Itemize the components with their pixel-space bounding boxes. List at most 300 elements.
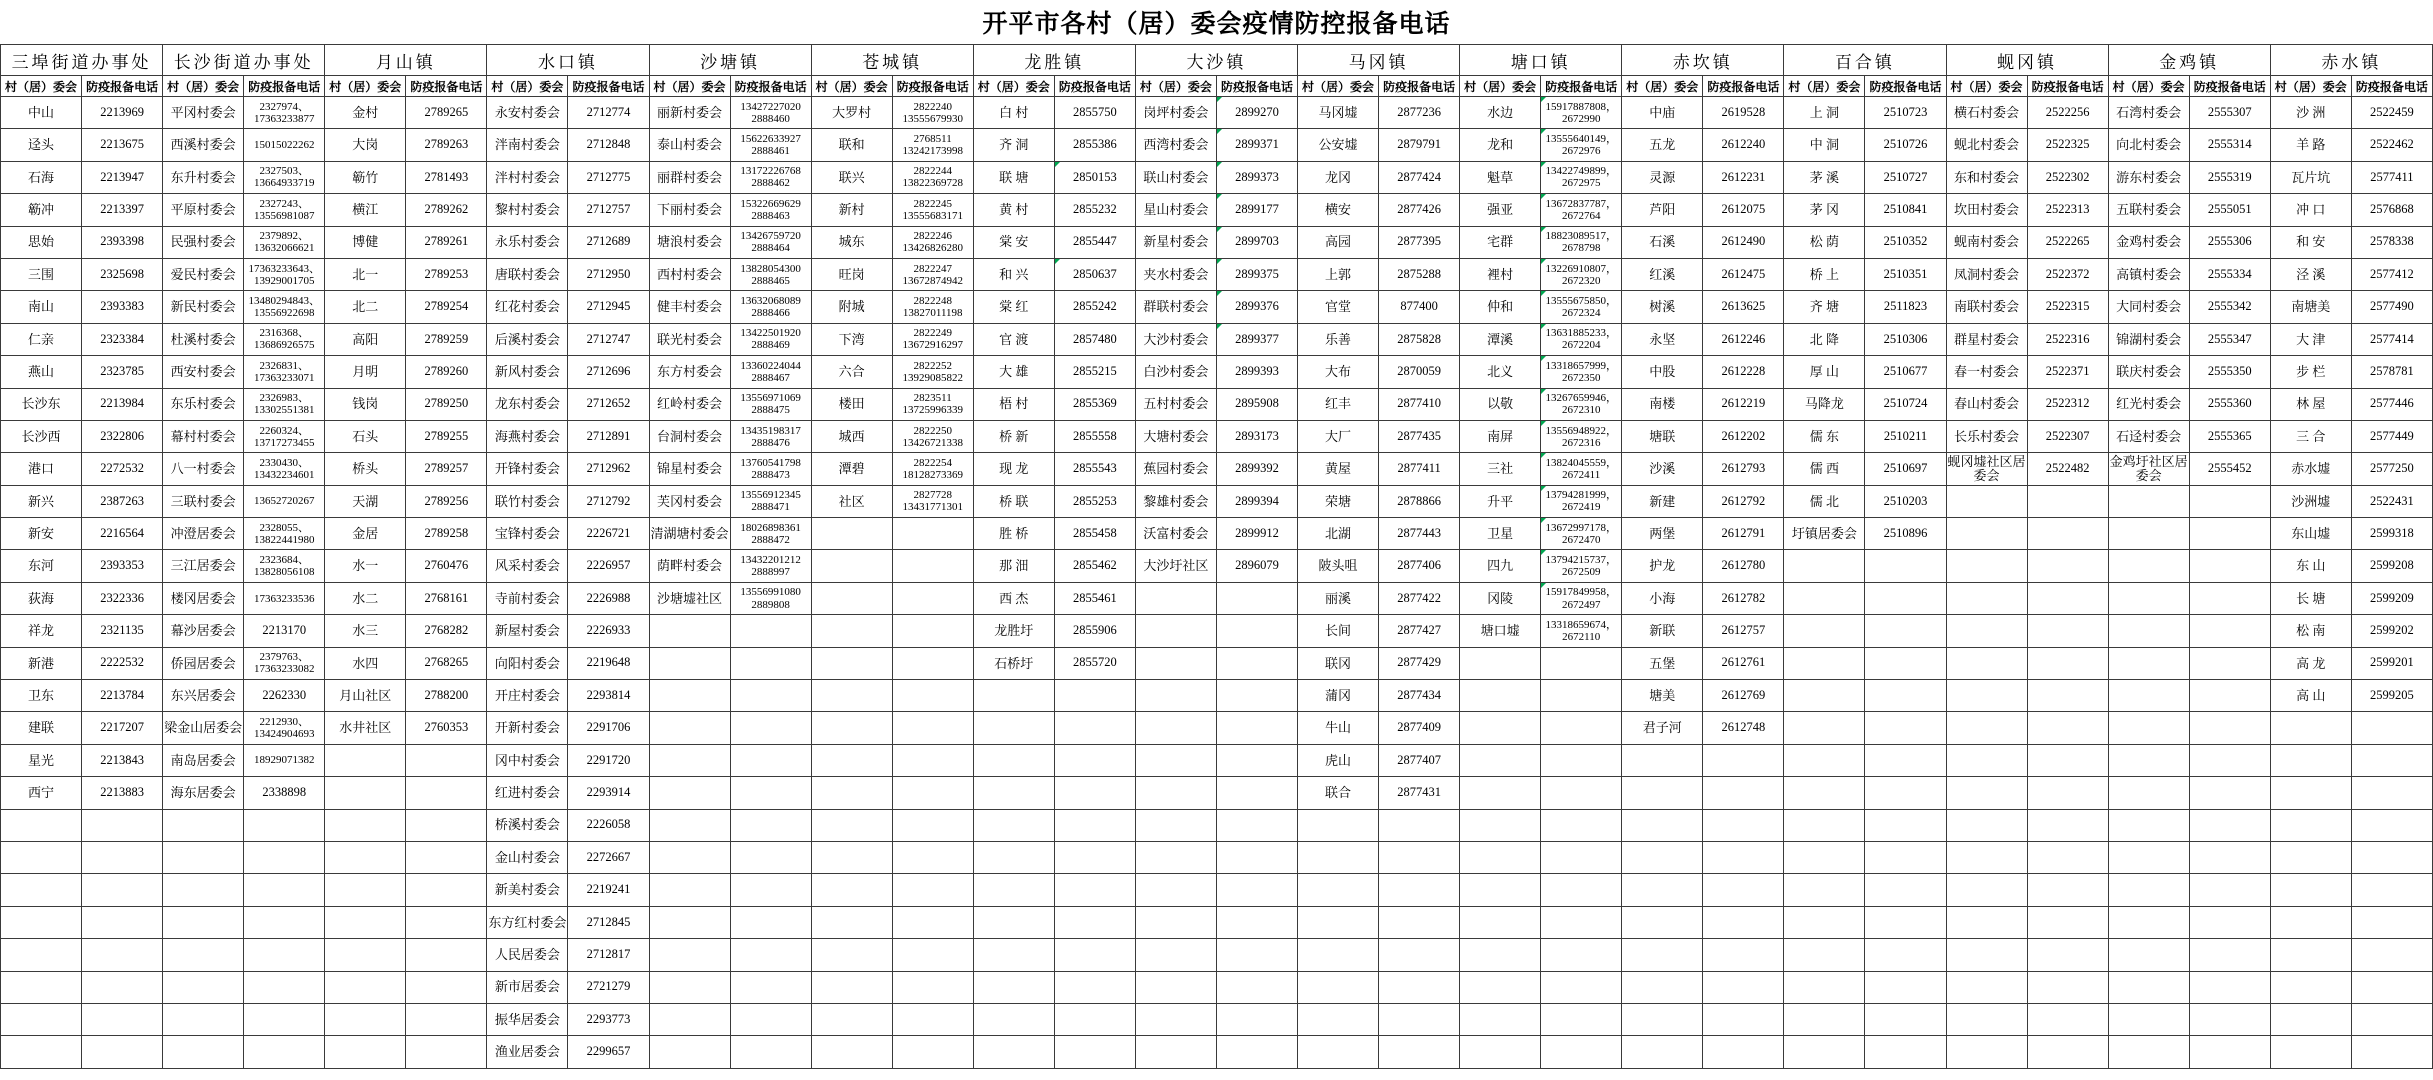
- phone-cell: [2189, 680, 2270, 712]
- village-cell: [973, 809, 1054, 841]
- village-cell: 东河: [1, 550, 82, 582]
- phone-cell: [892, 874, 973, 906]
- phone-cell: 2855720: [1054, 647, 1135, 679]
- village-cell: 群星村委会: [1946, 323, 2027, 355]
- village-cell: 以敬: [1460, 388, 1541, 420]
- phone-cell: 2555319: [2189, 161, 2270, 193]
- phone-cell: 2712792: [568, 485, 649, 517]
- town-header-1: 长沙街道办事处: [163, 45, 325, 76]
- phone-cell: 2522312: [2027, 388, 2108, 420]
- sub-header-phone: 防疫报备电话: [2351, 76, 2432, 97]
- phone-cell: [1216, 841, 1297, 873]
- phone-cell: 2213883: [82, 777, 163, 809]
- phone-cell: [82, 841, 163, 873]
- table-row: [1, 1036, 2433, 1068]
- phone-cell: 13672997178，2672470: [1541, 518, 1622, 550]
- phone-cell: 2522462: [2351, 129, 2432, 161]
- phone-cell: 2321135: [82, 615, 163, 647]
- phone-cell: 2226988: [568, 582, 649, 614]
- phone-cell: 2789256: [406, 485, 487, 517]
- village-cell: [1784, 777, 1865, 809]
- phone-cell: 2612490: [1703, 226, 1784, 258]
- phone-cell: [1865, 582, 1946, 614]
- village-cell: 东山墟: [2270, 518, 2351, 550]
- phone-cell: 2330430、13432234601: [244, 453, 325, 485]
- village-cell: [811, 809, 892, 841]
- village-cell: [811, 744, 892, 776]
- village-cell: 中 洞: [1784, 129, 1865, 161]
- phone-cell: [1054, 1036, 1135, 1068]
- phone-cell: [892, 939, 973, 971]
- village-cell: 泰山村委会: [649, 129, 730, 161]
- phone-cell: [2351, 906, 2432, 938]
- village-cell: 振华居委会: [487, 1003, 568, 1035]
- phone-cell: 2896079: [1216, 550, 1297, 582]
- village-cell: 新市居委会: [487, 971, 568, 1003]
- phone-cell: [1216, 1003, 1297, 1035]
- phone-cell: [2189, 939, 2270, 971]
- phone-cell: 15015022262: [244, 129, 325, 161]
- table-row: [1, 874, 2433, 906]
- phone-cell: 2712696: [568, 356, 649, 388]
- village-cell: [1784, 906, 1865, 938]
- sub-header-name: 村（居）委会: [1, 76, 82, 97]
- phone-cell: 13226910807，2672320: [1541, 258, 1622, 290]
- phone-cell: [1216, 809, 1297, 841]
- sub-header-phone: 防疫报备电话: [568, 76, 649, 97]
- phone-cell: 13555640149，2672976: [1541, 129, 1622, 161]
- phone-cell: 2760353: [406, 712, 487, 744]
- phone-cell: [1541, 971, 1622, 1003]
- village-cell: 联合: [1298, 777, 1379, 809]
- phone-cell: 2895908: [1216, 388, 1297, 420]
- village-cell: [1, 971, 82, 1003]
- phone-cell: 2510352: [1865, 226, 1946, 258]
- village-cell: 西村村委会: [649, 258, 730, 290]
- village-cell: [325, 777, 406, 809]
- phone-cell: 2612219: [1703, 388, 1784, 420]
- village-cell: 东方村委会: [649, 356, 730, 388]
- phone-cell: [1379, 906, 1460, 938]
- village-cell: 大同村委会: [2108, 291, 2189, 323]
- village-cell: 锦星村委会: [649, 453, 730, 485]
- village-cell: [2108, 906, 2189, 938]
- phone-cell: [1865, 550, 1946, 582]
- phone-cell: 2577446: [2351, 388, 2432, 420]
- phone-cell: [892, 615, 973, 647]
- phone-cell: 2850153: [1054, 161, 1135, 193]
- phone-cell: 2226957: [568, 550, 649, 582]
- phone-cell: [1216, 777, 1297, 809]
- phone-cell: 2789263: [406, 129, 487, 161]
- village-cell: [2108, 1003, 2189, 1035]
- village-cell: [1460, 939, 1541, 971]
- phone-cell: 2510677: [1865, 356, 1946, 388]
- village-cell: 赤水墟: [2270, 453, 2351, 485]
- village-cell: [1460, 906, 1541, 938]
- phone-cell: [2027, 777, 2108, 809]
- phone-cell: [2027, 1036, 2108, 1068]
- village-cell: 幕沙居委会: [163, 615, 244, 647]
- village-cell: [1135, 874, 1216, 906]
- village-cell: 向阳村委会: [487, 647, 568, 679]
- sub-header-name: 村（居）委会: [973, 76, 1054, 97]
- phone-cell: 13556948922，2672316: [1541, 420, 1622, 452]
- sub-header-name: 村（居）委会: [2270, 76, 2351, 97]
- village-cell: 儒 东: [1784, 420, 1865, 452]
- phone-cell: 2522302: [2027, 161, 2108, 193]
- town-header-8: 马冈镇: [1298, 45, 1460, 76]
- phone-cell: [1703, 809, 1784, 841]
- village-cell: [1460, 680, 1541, 712]
- village-cell: [649, 647, 730, 679]
- phone-cell: 2712848: [568, 129, 649, 161]
- village-cell: 松 南: [2270, 615, 2351, 647]
- phone-cell: 2822254 18128273369: [892, 453, 973, 485]
- village-cell: [2270, 939, 2351, 971]
- village-cell: [2108, 518, 2189, 550]
- village-cell: 高阳: [325, 323, 406, 355]
- sub-header-name: 村（居）委会: [1946, 76, 2027, 97]
- village-cell: [1946, 841, 2027, 873]
- table-body: [1, 97, 2433, 1069]
- village-cell: [1135, 971, 1216, 1003]
- phone-cell: 2899393: [1216, 356, 1297, 388]
- village-cell: [1298, 939, 1379, 971]
- phone-cell: [1054, 680, 1135, 712]
- village-cell: [2270, 874, 2351, 906]
- village-cell: [2270, 1003, 2351, 1035]
- village-cell: 南山: [1, 291, 82, 323]
- phone-cell: [406, 744, 487, 776]
- phone-cell: 2213843: [82, 744, 163, 776]
- village-cell: 沙洲墟: [2270, 485, 2351, 517]
- phone-cell: [730, 874, 811, 906]
- phone-cell: [2027, 809, 2108, 841]
- phone-cell: 2612231: [1703, 161, 1784, 193]
- village-cell: 中庙: [1622, 97, 1703, 129]
- village-cell: [1460, 971, 1541, 1003]
- phone-cell: [1703, 1003, 1784, 1035]
- village-cell: 桥 上: [1784, 258, 1865, 290]
- table-row: [1, 647, 2433, 679]
- village-cell: 水井社区: [325, 712, 406, 744]
- village-cell: [1946, 712, 2027, 744]
- phone-cell: 2712945: [568, 291, 649, 323]
- sub-header-name: 村（居）委会: [2108, 76, 2189, 97]
- village-cell: 水四: [325, 647, 406, 679]
- village-cell: 联庆村委会: [2108, 356, 2189, 388]
- village-cell: 白 村: [973, 97, 1054, 129]
- phone-cell: [1865, 680, 1946, 712]
- village-cell: [1135, 1036, 1216, 1068]
- phone-cell: 2899912: [1216, 518, 1297, 550]
- phone-cell: [2189, 841, 2270, 873]
- village-cell: 棠 安: [973, 226, 1054, 258]
- phone-cell: 2291706: [568, 712, 649, 744]
- village-cell: 三社: [1460, 453, 1541, 485]
- village-cell: 新安: [1, 518, 82, 550]
- phone-cell: 2612761: [1703, 647, 1784, 679]
- phone-cell: [244, 841, 325, 873]
- phone-cell: [1865, 971, 1946, 1003]
- village-cell: 港口: [1, 453, 82, 485]
- phone-cell: 2822240 13555679930: [892, 97, 973, 129]
- village-cell: [163, 1036, 244, 1068]
- village-cell: 冲澄居委会: [163, 518, 244, 550]
- village-cell: [2108, 809, 2189, 841]
- village-cell: [1784, 1036, 1865, 1068]
- phone-cell: 2612769: [1703, 680, 1784, 712]
- phone-cell: 2393383: [82, 291, 163, 323]
- village-cell: [1460, 874, 1541, 906]
- phone-cell: 2855215: [1054, 356, 1135, 388]
- village-cell: [1, 939, 82, 971]
- phone-cell: 2712891: [568, 420, 649, 452]
- sub-header-phone: 防疫报备电话: [1216, 76, 1297, 97]
- phone-cell: 2855462: [1054, 550, 1135, 582]
- village-cell: [811, 1003, 892, 1035]
- village-cell: 龙胜圩: [973, 615, 1054, 647]
- table-row: [1, 388, 2433, 420]
- village-cell: 东和村委会: [1946, 161, 2027, 193]
- village-cell: 小海: [1622, 582, 1703, 614]
- village-cell: [973, 841, 1054, 873]
- phone-cell: 2721279: [568, 971, 649, 1003]
- village-cell: 石海: [1, 161, 82, 193]
- phone-cell: 2877411: [1379, 453, 1460, 485]
- phone-cell: 13267659946，2672310: [1541, 388, 1622, 420]
- phone-cell: [892, 647, 973, 679]
- village-cell: 长沙西: [1, 420, 82, 452]
- phone-cell: 2789258: [406, 518, 487, 550]
- village-cell: [1946, 744, 2027, 776]
- phone-cell: [730, 906, 811, 938]
- village-cell: 星光: [1, 744, 82, 776]
- village-cell: 联兴: [811, 161, 892, 193]
- phone-cell: 2217207: [82, 712, 163, 744]
- phone-cell: 2293773: [568, 1003, 649, 1035]
- phone-cell: 2877406: [1379, 550, 1460, 582]
- village-cell: 楼冈居委会: [163, 582, 244, 614]
- phone-cell: 2226721: [568, 518, 649, 550]
- village-cell: 红光村委会: [2108, 388, 2189, 420]
- sub-header-row: [1, 76, 2433, 97]
- phone-cell: 2577250: [2351, 453, 2432, 485]
- phone-cell: 2827728 13431771301: [892, 485, 973, 517]
- sub-header-phone: 防疫报备电话: [82, 76, 163, 97]
- sub-header-phone: 防疫报备电话: [244, 76, 325, 97]
- phone-cell: 2877422: [1379, 582, 1460, 614]
- village-cell: 护龙: [1622, 550, 1703, 582]
- village-cell: [1, 1036, 82, 1068]
- village-cell: 塘口墟: [1460, 615, 1541, 647]
- town-header-6: 龙胜镇: [973, 45, 1135, 76]
- phone-cell: 15917887808，2672990: [1541, 97, 1622, 129]
- phone-cell: 2387263: [82, 485, 163, 517]
- village-cell: 大沙村委会: [1135, 323, 1216, 355]
- village-cell: 五堡: [1622, 647, 1703, 679]
- phone-cell: [1541, 939, 1622, 971]
- phone-cell: 2293814: [568, 680, 649, 712]
- sub-header-phone: 防疫报备电话: [406, 76, 487, 97]
- phone-cell: 2510724: [1865, 388, 1946, 420]
- phone-cell: [1703, 939, 1784, 971]
- phone-cell: 2878866: [1379, 485, 1460, 517]
- phone-cell: [892, 550, 973, 582]
- village-cell: [649, 712, 730, 744]
- village-cell: 龙冈: [1298, 161, 1379, 193]
- phone-cell: 2899376: [1216, 291, 1297, 323]
- village-cell: [973, 777, 1054, 809]
- village-cell: [1784, 1003, 1865, 1035]
- phone-cell: 2522265: [2027, 226, 2108, 258]
- village-cell: 魁草: [1460, 161, 1541, 193]
- village-cell: 金居: [325, 518, 406, 550]
- town-header-9: 塘口镇: [1460, 45, 1622, 76]
- village-cell: [1298, 874, 1379, 906]
- phone-cell: 2272532: [82, 453, 163, 485]
- phone-cell: 2879791: [1379, 129, 1460, 161]
- village-cell: 海燕村委会: [487, 420, 568, 452]
- village-cell: 钱岗: [325, 388, 406, 420]
- village-cell: [1946, 615, 2027, 647]
- phone-cell: 2855369: [1054, 388, 1135, 420]
- village-cell: 高园: [1298, 226, 1379, 258]
- village-cell: 水二: [325, 582, 406, 614]
- phone-cell: 2219648: [568, 647, 649, 679]
- village-cell: [1460, 1003, 1541, 1035]
- phone-cell: 2893173: [1216, 420, 1297, 452]
- phone-cell: 2899375: [1216, 258, 1297, 290]
- phone-cell: [1703, 906, 1784, 938]
- sub-header-name: 村（居）委会: [649, 76, 730, 97]
- village-cell: 唐联村委会: [487, 258, 568, 290]
- sub-header-phone: 防疫报备电话: [1541, 76, 1622, 97]
- phone-cell: 2619528: [1703, 97, 1784, 129]
- phone-cell: 2213947: [82, 161, 163, 193]
- phone-cell: 2823511 13725996339: [892, 388, 973, 420]
- phone-cell: 2612075: [1703, 194, 1784, 226]
- phone-cell: 2877435: [1379, 420, 1460, 452]
- village-cell: 东方红村委会: [487, 906, 568, 938]
- phone-cell: 2850637: [1054, 258, 1135, 290]
- phone-cell: [892, 582, 973, 614]
- phone-cell: 2612228: [1703, 356, 1784, 388]
- phone-cell: 2875828: [1379, 323, 1460, 355]
- village-cell: [1298, 1003, 1379, 1035]
- phone-cell: 17363233643、13929001705: [244, 258, 325, 290]
- village-cell: 开新村委会: [487, 712, 568, 744]
- phone-cell: 2612792: [1703, 485, 1784, 517]
- village-cell: 龙东村委会: [487, 388, 568, 420]
- phone-cell: [2351, 939, 2432, 971]
- phone-cell: 2213784: [82, 680, 163, 712]
- village-cell: 羊 路: [2270, 129, 2351, 161]
- phone-cell: 2338898: [244, 777, 325, 809]
- village-cell: 西安村委会: [163, 356, 244, 388]
- village-cell: 红岭村委会: [649, 388, 730, 420]
- phone-cell: 2326831、17363233071: [244, 356, 325, 388]
- village-cell: 游东村委会: [2108, 161, 2189, 193]
- phone-cell: 2789265: [406, 97, 487, 129]
- village-cell: [1622, 906, 1703, 938]
- village-cell: 清湖塘村委会: [649, 518, 730, 550]
- phone-cell: 13556912345 2888471: [730, 485, 811, 517]
- phone-cell: 2510723: [1865, 97, 1946, 129]
- phone-cell: [2189, 971, 2270, 1003]
- phone-cell: 2522307: [2027, 420, 2108, 452]
- phone-cell: 2855543: [1054, 453, 1135, 485]
- phone-cell: [1379, 841, 1460, 873]
- village-cell: 和 安: [2270, 226, 2351, 258]
- phone-cell: [406, 1036, 487, 1068]
- village-cell: [2108, 874, 2189, 906]
- phone-cell: 2822248 13827011198: [892, 291, 973, 323]
- village-cell: [649, 841, 730, 873]
- phone-cell: [1703, 777, 1784, 809]
- phone-cell: [2189, 647, 2270, 679]
- village-cell: 锦湖村委会: [2108, 323, 2189, 355]
- table-row: [1, 323, 2433, 355]
- phone-cell: 2855232: [1054, 194, 1135, 226]
- phone-cell: [2027, 647, 2108, 679]
- village-cell: 泮南村委会: [487, 129, 568, 161]
- phone-cell: [892, 744, 973, 776]
- phone-cell: [2189, 518, 2270, 550]
- phone-cell: [1865, 744, 1946, 776]
- village-cell: 南联村委会: [1946, 291, 2027, 323]
- village-cell: 星山村委会: [1135, 194, 1216, 226]
- village-cell: [325, 939, 406, 971]
- phone-cell: [1865, 615, 1946, 647]
- village-cell: 宝锋村委会: [487, 518, 568, 550]
- village-cell: 水三: [325, 615, 406, 647]
- village-cell: [973, 1036, 1054, 1068]
- phone-cell: [730, 1003, 811, 1035]
- village-cell: 红花村委会: [487, 291, 568, 323]
- village-cell: [2270, 744, 2351, 776]
- village-cell: [1, 1003, 82, 1035]
- village-cell: [811, 518, 892, 550]
- village-cell: [1460, 1036, 1541, 1068]
- phone-cell: [2351, 744, 2432, 776]
- phone-cell: [2027, 1003, 2108, 1035]
- village-cell: 城西: [811, 420, 892, 452]
- phone-cell: 2327503、13664933719: [244, 161, 325, 193]
- village-cell: 风采村委会: [487, 550, 568, 582]
- phone-cell: 2789250: [406, 388, 487, 420]
- phone-cell: 2855906: [1054, 615, 1135, 647]
- phone-cell: [892, 906, 973, 938]
- village-cell: 儒 北: [1784, 485, 1865, 517]
- phone-cell: 2899270: [1216, 97, 1297, 129]
- village-cell: [649, 809, 730, 841]
- village-cell: [1946, 777, 2027, 809]
- village-cell: [811, 906, 892, 938]
- village-cell: 联 塘: [973, 161, 1054, 193]
- village-cell: 渔业居委会: [487, 1036, 568, 1068]
- phone-cell: 13360224044 2888467: [730, 356, 811, 388]
- phone-cell: 2789257: [406, 453, 487, 485]
- village-cell: 金鸡圩社区居委会: [2108, 453, 2189, 485]
- village-cell: 仲和: [1460, 291, 1541, 323]
- phone-cell: [730, 1036, 811, 1068]
- phone-cell: [1541, 777, 1622, 809]
- table-row: [1, 809, 2433, 841]
- phone-cell: [2027, 939, 2108, 971]
- village-cell: 丽溪: [1298, 582, 1379, 614]
